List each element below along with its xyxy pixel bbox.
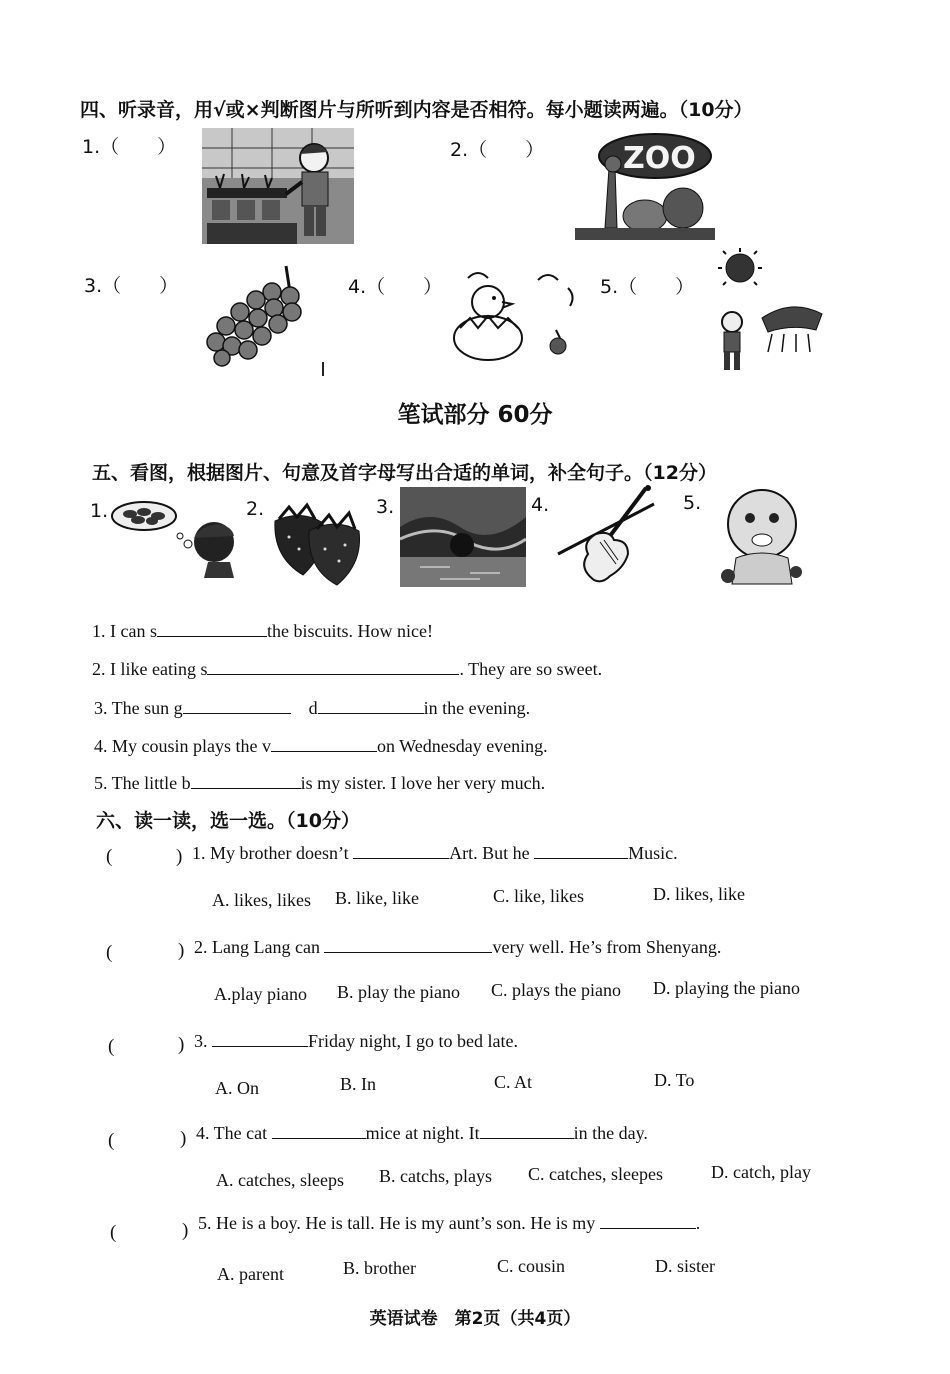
q1-option-a[interactable]: A. likes, likes (212, 890, 311, 910)
q2-option-a[interactable]: A.play piano (214, 984, 307, 1004)
q3-stem-a: 3. (194, 1031, 208, 1051)
s5-picture-2-label: 2. (246, 498, 265, 520)
s5-sentence-1-before: 1. I can s (92, 621, 157, 641)
q5-option-c[interactable]: C. cousin (497, 1256, 566, 1276)
q1-answer-paren-open[interactable]: ( (106, 846, 113, 867)
q1-blank-2[interactable] (534, 842, 628, 859)
chick-hatching-picture (448, 268, 586, 366)
q2-blank[interactable] (324, 936, 492, 953)
q1-stem-b: Art. But he (449, 843, 530, 863)
s5-sentence-5-after: is my sister. I love her very much. (300, 773, 546, 793)
q2-answer-paren-open[interactable]: ( (106, 942, 113, 963)
q4-option-c[interactable]: C. catches, sleepes (528, 1164, 663, 1184)
q5-answer-paren-open[interactable]: ( (110, 1222, 117, 1243)
q5-answer-paren-close: ) (182, 1220, 189, 1241)
q2-option-c[interactable]: C. plays the piano (491, 980, 621, 1000)
q5-stem-c: . (695, 1213, 701, 1233)
section5-title: 五、看图，根据图片、句意及首字母写出合适的单词，补全句子。（12分） (92, 462, 717, 484)
section4-title: 四、听录音，用√或×判断图片与所听到内容是否相符。每小题读两遍。（10分） (80, 99, 753, 121)
s5-picture-3-label: 3. (376, 496, 395, 518)
s5-sentence-5 (94, 772, 545, 794)
s5-sentence-3 (94, 697, 530, 719)
zoo-sign-text: ZOO (623, 141, 696, 176)
q2-stem (194, 936, 721, 958)
q1-answer-paren-close: ) (176, 846, 183, 867)
q4-answer-paren-close: ) (180, 1128, 187, 1149)
q1-option-d[interactable]: D. likes, like (653, 884, 745, 904)
q1-blank-1[interactable] (353, 842, 449, 859)
s5-sentence-2-after: . They are so sweet. (459, 659, 603, 679)
q1-option-b[interactable]: B. like, like (335, 888, 419, 908)
q2-option-b[interactable]: B. play the piano (337, 982, 460, 1002)
q4-blank-2[interactable] (480, 1122, 574, 1139)
q4-stem-c: in the day. (573, 1123, 648, 1143)
s5-sentence-4-before: 4. My cousin plays the v (94, 736, 271, 756)
s5-sentence-3-mid: d (308, 698, 318, 718)
girl-smelling-biscuits-picture (108, 496, 242, 578)
q2-option-d[interactable]: D. playing the piano (653, 978, 800, 998)
q1-option-c[interactable]: C. like, likes (493, 886, 584, 906)
s5-sentence-5-before: 5. The little b (94, 773, 191, 793)
q1-stem (192, 842, 678, 864)
s4-item-4-label: 4.（ ） (348, 276, 443, 298)
q5-option-a[interactable]: A. parent (217, 1264, 284, 1284)
s5-sentence-2 (92, 658, 602, 680)
q2-stem-a: 2. Lang Lang can (194, 937, 320, 957)
q3-stem (194, 1030, 518, 1052)
q1-stem-a: 1. My brother doesn’t (192, 843, 349, 863)
q3-option-b[interactable]: B. In (340, 1074, 376, 1094)
q4-option-d[interactable]: D. catch, play (711, 1162, 811, 1182)
q4-option-a[interactable]: A. catches, sleeps (216, 1170, 344, 1190)
s5-picture-1-label: 1. (90, 500, 109, 522)
s5-sentence-3-after: in the evening. (423, 698, 531, 718)
q4-answer-paren-open[interactable]: ( (108, 1130, 115, 1151)
q3-answer-paren-close: ) (178, 1034, 185, 1055)
strawberries-picture (265, 497, 371, 587)
q3-option-a[interactable]: A. On (215, 1078, 259, 1098)
boy-gardening-picture (202, 128, 354, 244)
violin-picture (554, 484, 658, 584)
s5-sentence-4 (94, 735, 548, 757)
q3-option-c[interactable]: C. At (494, 1072, 533, 1092)
s4-item-3-label: 3.（ ） (84, 275, 179, 297)
s5-sentence-3-before: 3. The sun g (94, 698, 183, 718)
s5-sentence-3-blank-1[interactable] (183, 697, 291, 714)
s5-sentence-1-blank[interactable] (157, 620, 267, 637)
s4-item-5-label: 5.（ ） (600, 276, 695, 298)
written-part-title: 笔试部分 60分 (397, 402, 553, 428)
sunset-picture (400, 487, 526, 587)
grapes-picture (202, 262, 312, 370)
q5-blank[interactable] (600, 1212, 696, 1229)
stray-mark (322, 362, 324, 376)
s5-sentence-2-blank[interactable] (207, 658, 459, 675)
q5-stem (198, 1212, 700, 1234)
baby-picture (720, 484, 806, 588)
s5-sentence-1-after: the biscuits. How nice! (266, 621, 433, 641)
q2-answer-paren-close: ) (178, 940, 185, 961)
zoo-picture (575, 128, 715, 240)
q3-answer-paren-open[interactable]: ( (108, 1036, 115, 1057)
s4-item-1-label: 1.（ ） (82, 136, 177, 158)
q3-stem-b: Friday night, I go to bed late. (308, 1031, 518, 1051)
q2-stem-b: very well. He’s from Shenyang. (492, 937, 722, 957)
q1-stem-c: Music. (628, 843, 678, 863)
q5-stem-a: 5. He is a boy. He is tall. He is my aunt’s son. He is my (198, 1213, 596, 1233)
q4-blank-1[interactable] (272, 1122, 366, 1139)
section6-title: 六、读一读，选一选。（10分） (96, 810, 360, 832)
s5-sentence-3-blank-2[interactable] (318, 697, 424, 714)
weather-picture (712, 248, 824, 372)
q5-option-d[interactable]: D. sister (655, 1256, 715, 1276)
s4-item-2-label: 2.（ ） (450, 139, 545, 161)
s5-picture-5-label: 5. (683, 492, 702, 514)
q4-stem-b: mice at night. It (365, 1123, 480, 1143)
s5-sentence-5-blank[interactable] (191, 772, 301, 789)
q5-option-b[interactable]: B. brother (343, 1258, 416, 1278)
q4-option-b[interactable]: B. catchs, plays (379, 1166, 492, 1186)
q4-stem-a: 4. The cat (196, 1123, 268, 1143)
s5-picture-4-label: 4. (531, 494, 550, 516)
q4-stem (196, 1122, 648, 1144)
s5-sentence-1 (92, 620, 433, 642)
s5-sentence-4-after: on Wednesday evening. (377, 736, 548, 756)
q3-blank[interactable] (212, 1030, 308, 1047)
page-footer: 英语试卷 第2页（共4页） (369, 1309, 581, 1329)
s5-sentence-4-blank[interactable] (271, 735, 377, 752)
q3-option-d[interactable]: D. To (654, 1070, 695, 1090)
s5-sentence-2-before: 2. I like eating s (92, 659, 208, 679)
